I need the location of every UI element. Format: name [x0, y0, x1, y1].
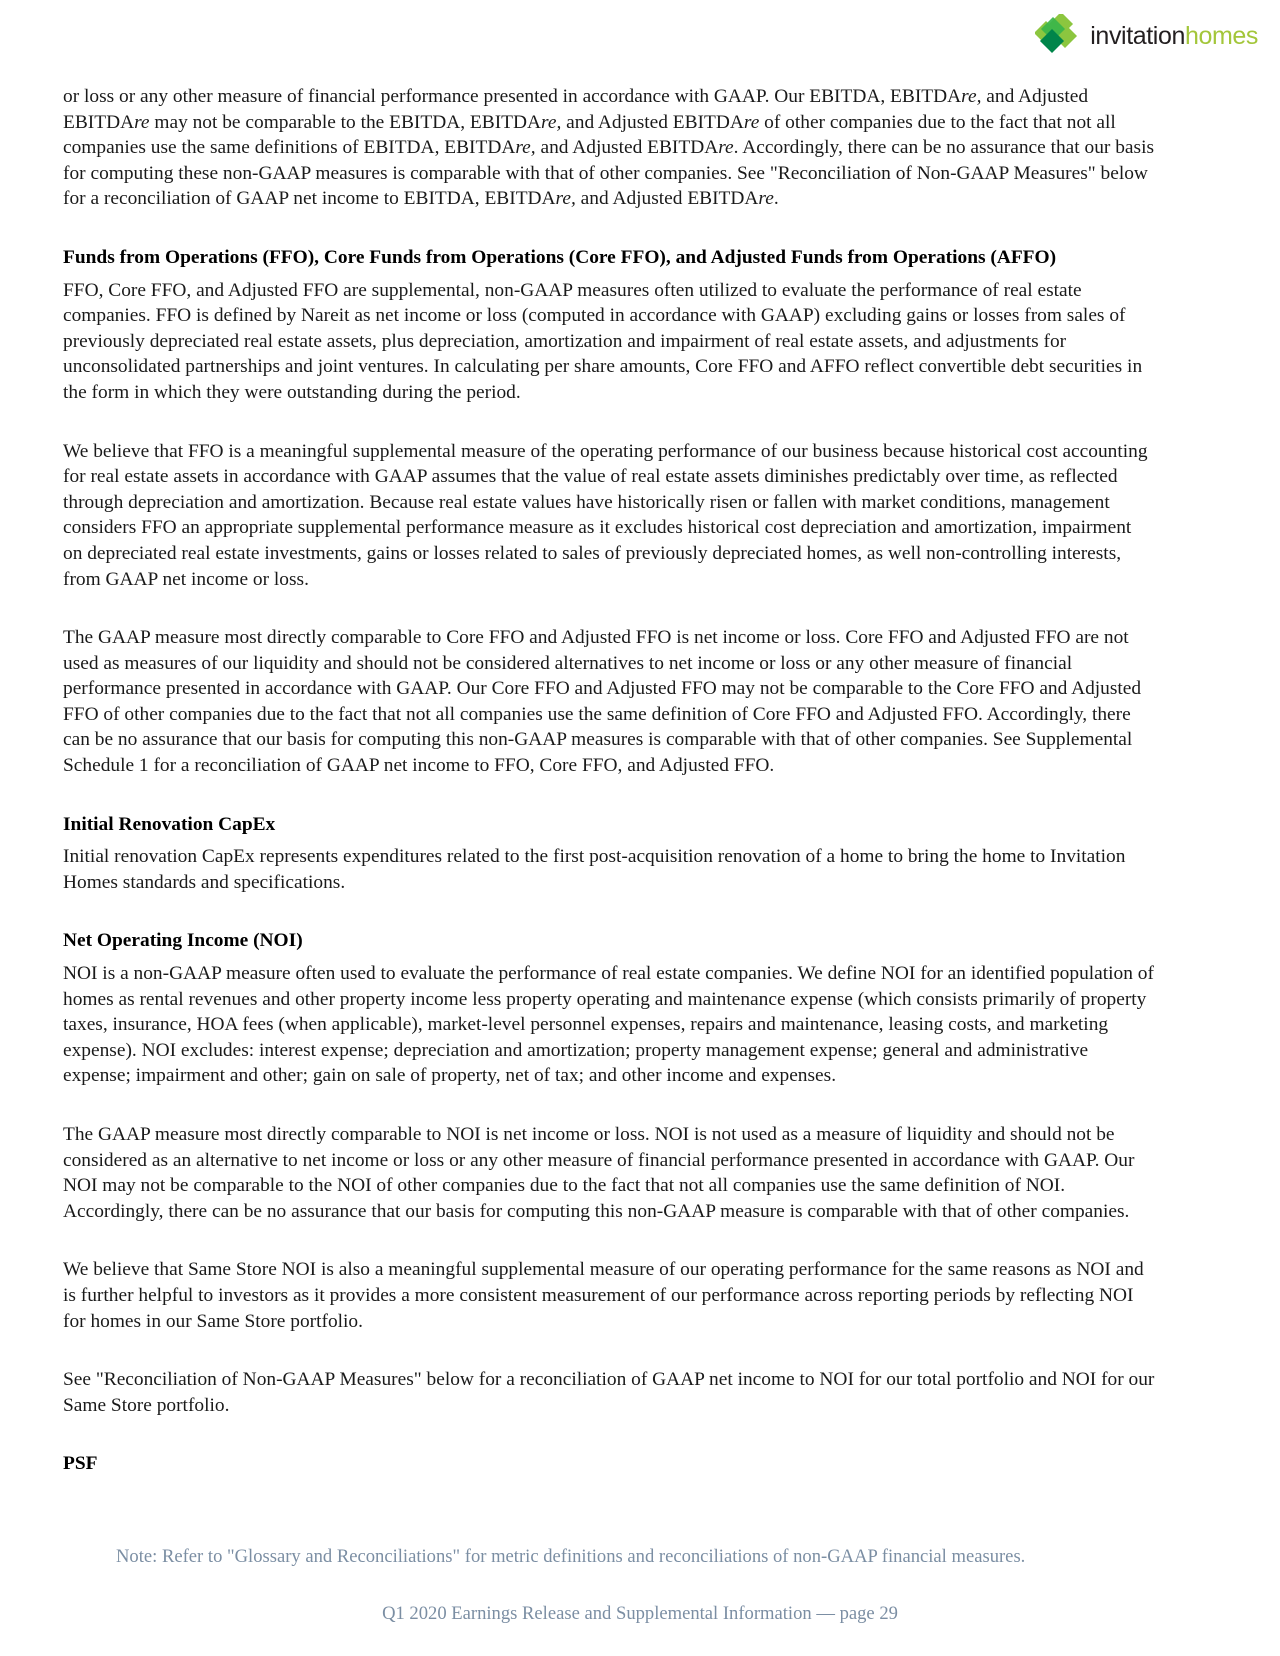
text-run-italic: re, — [961, 86, 982, 107]
text-run-italic: re — [758, 188, 774, 210]
text-run: and Adjusted EBITDA — [535, 137, 719, 159]
spacer — [63, 212, 1155, 245]
heading-net-operating-income: Net Operating Income (NOI) — [63, 930, 303, 952]
spacer — [63, 1224, 1155, 1257]
paragraph-ffo-belief: We believe that FFO is a meaningful supplemental measure of the operating performance of our business because historical cost accounting for real estate assets in accordance with GAAP assumes that the value of real estate assets diminishes predictably over time, as reflected through depreciation and amortization. Because real estate values have historically risen or fallen with market conditions, management considers FFO an appropriate supplemental performance measure as it excludes historical cost depreciation and amortization, impairment on depreciated real estate investments, gains or losses related to sales of previously depreciated homes, as well non-controlling interests, from GAAP net income or loss. — [63, 440, 1148, 590]
paragraph-noi-reconciliation-reference: See "Reconciliation of Non-GAAP Measures" below for a reconciliation of GAAP net income to NOI for our total portfolio and NOI for our Same Store portfolio. — [63, 1369, 1155, 1416]
footer-note: Note: Refer to "Glossary and Reconciliations" for metric definitions and reconciliations of non-GAAP financial measures. — [116, 1546, 1026, 1567]
text-run-italic: re, — [515, 137, 536, 159]
text-run-italic: re, — [541, 111, 562, 133]
spacer — [63, 1334, 1155, 1367]
spacer — [63, 895, 1155, 928]
invitation-homes-diamond-logo — [1035, 14, 1081, 60]
text-run: . — [773, 188, 779, 210]
paragraph-ffo-gaap-comparison: The GAAP measure most directly comparable to Core FFO and Adjusted FFO is net income or loss. Core FFO and Adjusted FFO are not used as measures of our liquidity and should not be considered alternatives to net income or loss or any other measure of financial performance presented in accordance with GAAP. Our Core FFO and Adjusted FFO may not be comparable to the Core FFO and Adjusted FFO of other companies due to the fact that not all companies use the same definition of Core FFO and Adjusted FFO. Accordingly, there can be no assurance that our basis for computing this non-GAAP measures is comparable with that of other companies. See Supplemental Schedule 1 for a reconciliation of GAAP net income to FFO, Core FFO, and Adjusted FFO. — [63, 627, 1142, 777]
text-run-italic: re — [743, 111, 760, 133]
heading-initial-renovation-capex: Initial Renovation CapEx — [63, 813, 276, 835]
text-run-italic: re — [718, 137, 734, 159]
logo-wordmark — [1090, 21, 1258, 51]
page-header — [0, 0, 1280, 72]
spacer — [63, 1418, 1155, 1451]
spacer — [63, 592, 1155, 625]
spacer — [63, 271, 1155, 278]
spacer — [63, 837, 1155, 844]
logo-word-homes: homes — [1184, 21, 1258, 50]
paragraph-ffo-definition: FFO, Core FFO, and Adjusted FFO are supplemental, non-GAAP measures often utilized to evaluate the performance of real estate companies. FFO is defined by Nareit as net income or loss (computed in accordance with GAAP) excluding gains or losses from sales of previously depreciated real estate assets, plus depreciation, amortization and impairment of real estate assets, and adjustments for unconsolidated partnerships and joint ventures. In calculating per share amounts, Core FFO and AFFO reflect convertible debt securities in the form in which they were outstanding during the period. — [63, 279, 1143, 403]
spacer — [63, 954, 1155, 961]
paragraph-capex-definition: Initial renovation CapEx represents expenditures related to the first post-acquisition renovation of a home to bring the home to Invitation Homes standards and specifications. — [63, 846, 1126, 893]
footer-page-label: Q1 2020 Earnings Release and Supplemental Information — page 29 — [382, 1603, 898, 1624]
heading-psf: PSF — [63, 1453, 98, 1475]
paragraph-noi-gaap-comparison: The GAAP measure most directly comparable to NOI is net income or loss. NOI is not used as a measure of liquidity and should not be considered as an alternative to net income or loss or any other measure of financial performance presented in accordance with GAAP. Our NOI may not be comparable to the NOI of other companies due to the fact that not all companies use the same definition of NOI. Accordingly, there can be no assurance that our basis for computing this non-GAAP measure is comparable with that of other companies. — [63, 1124, 1135, 1222]
document-body — [63, 84, 1155, 1477]
spacer — [63, 1089, 1155, 1122]
paragraph-ebitda-continued — [63, 84, 1155, 212]
spacer — [63, 406, 1155, 439]
text-run: . Accordingly, there can be no assurance that our basis for computing these non-GAAP measures is comparable with that of other companies. See "Reconciliation of Non-GAAP Measures" below for a reconciliation of GAAP net income to EBITDA, EBITDA — [63, 137, 1155, 210]
text-run: may not be comparable to the EBITDA, EBITDA — [149, 111, 542, 133]
text-run: and Adjusted EBITDA — [63, 86, 1089, 133]
text-run: and Adjusted EBITDA — [575, 188, 759, 210]
paragraph-same-store-noi: We believe that Same Store NOI is also a meaningful supplemental measure of our operating performance for the same reasons as NOI and is further helpful to investors as it provides a more consistent measurement of our performance across reporting periods by reflecting NOI for homes in our Same Store portfolio. — [63, 1259, 1144, 1332]
text-run-italic: re — [134, 111, 150, 133]
paragraph-noi-definition: NOI is a non-GAAP measure often used to evaluate the performance of real estate companies. We define NOI for an identified population of homes as rental revenues and other property income less property operating and maintenance expense (which consists primarily of property taxes, insurance, HOA fees (when applicable), market-level personnel expenses, repairs and maintenance, leasing costs, and marketing expense). NOI excludes: interest expense; depreciation and amortization; property management expense; general and administrative expense; impairment and other; gain on sale of property, net of tax; and other income and expenses. — [63, 963, 1154, 1087]
text-run: of other companies due to the fact that not all companies use the same definitions of EBITDA, EBITDA — [63, 111, 1116, 159]
text-run: and Adjusted EBITDA — [561, 111, 744, 133]
text-run-italic: re, — [555, 188, 576, 210]
logo-word-invitation: invitation — [1090, 21, 1185, 50]
heading-funds-from-operations: Funds from Operations (FFO), Core Funds from Operations (Core FFO), and Adjusted Funds from Operations (AFFO) — [63, 246, 1057, 268]
spacer — [63, 779, 1155, 812]
company-logo — [1035, 14, 1258, 60]
text-run: or loss or any other measure of financial performance presented in accordance with GAAP. Our EBITDA, EBITDA — [63, 86, 962, 107]
